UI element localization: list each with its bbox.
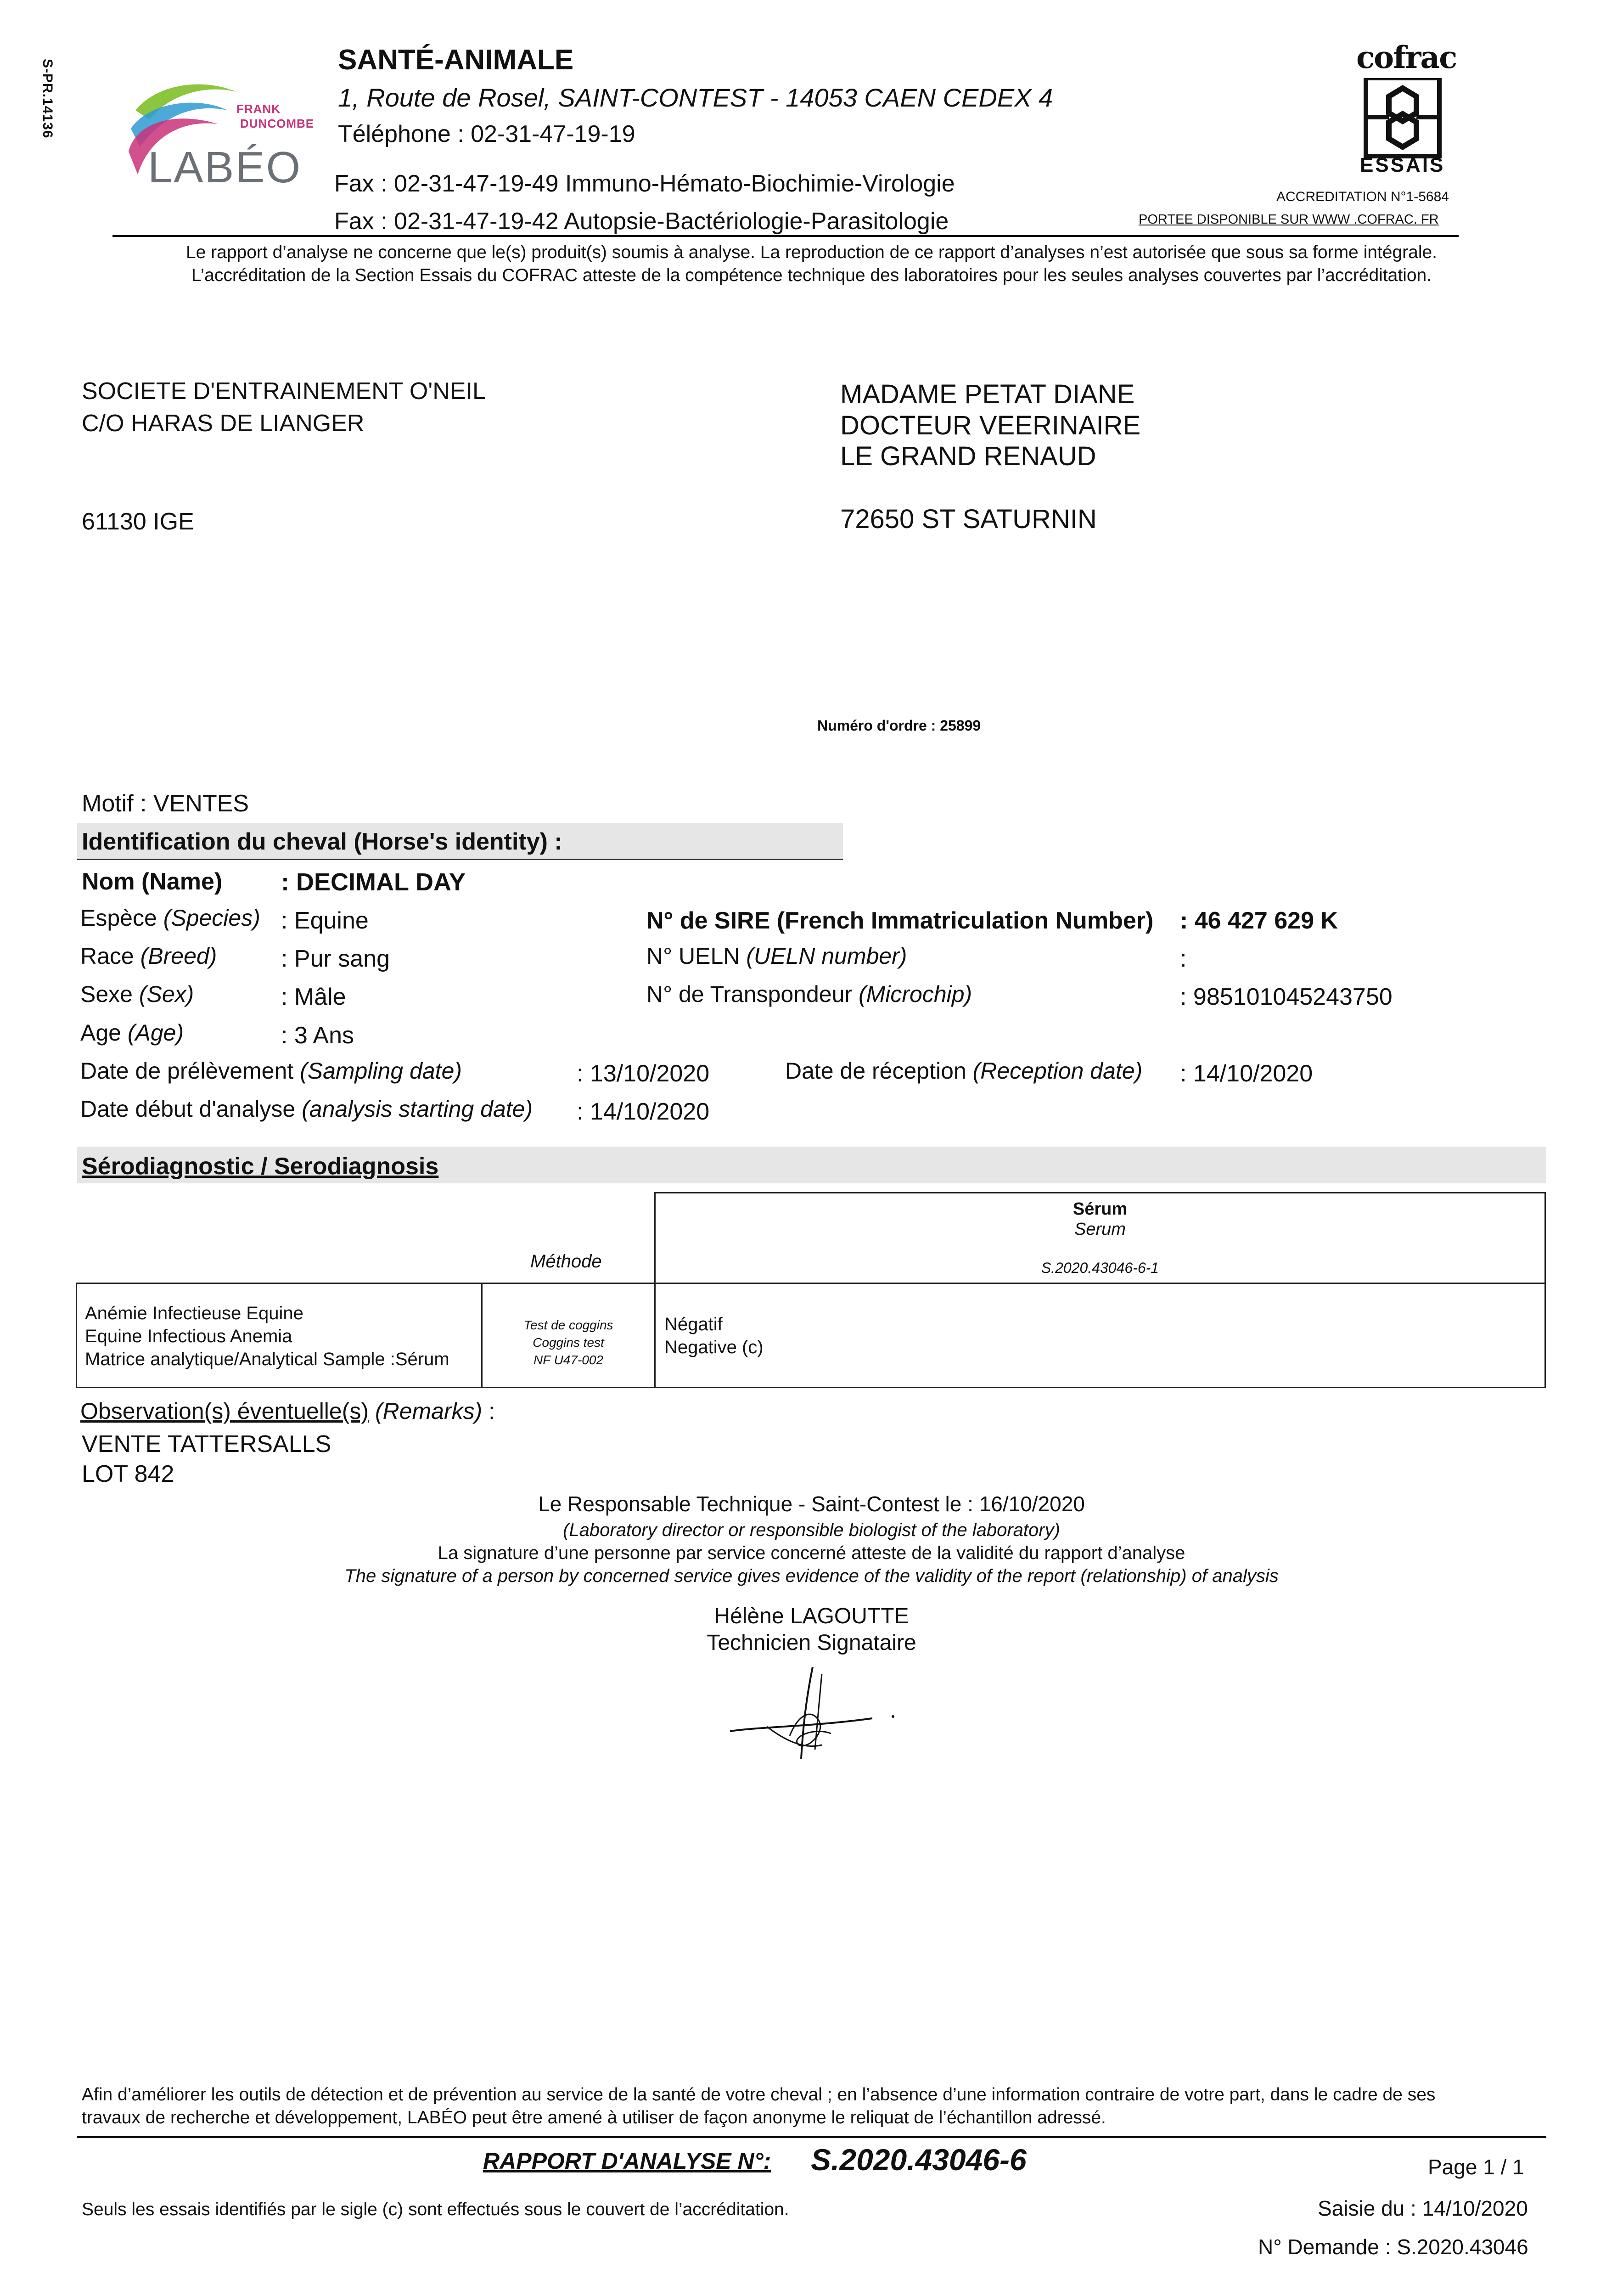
sender-line-1: SOCIETE D'ENTRAINEMENT O'NEIL xyxy=(82,378,486,405)
method-header: Méthode xyxy=(530,1251,602,1272)
species-label-fr: Espèce xyxy=(80,905,157,931)
ueln-value: : xyxy=(1180,945,1187,972)
order-number: Numéro d'ordre : 25899 xyxy=(817,717,981,734)
serum-header-title-en: Serum xyxy=(1074,1220,1126,1239)
ueln-label xyxy=(646,943,907,969)
org-address: 1, Route de Rosel, SAINT-CONTEST - 14053 CAEN CEDEX 4 xyxy=(338,83,1053,112)
cofrac-logo xyxy=(1350,41,1455,179)
species-label xyxy=(80,905,260,931)
motif: Motif : VENTES xyxy=(82,790,249,817)
recipient-line-4: 72650 ST SATURNIN xyxy=(840,504,1097,534)
sex-label xyxy=(80,981,194,1007)
labeo-logo xyxy=(122,78,328,197)
sender-line-3: 61130 IGE xyxy=(82,508,194,535)
sire-label: N° de SIRE (French Immatriculation Number) xyxy=(646,907,1154,934)
breed-label xyxy=(80,943,217,969)
remarks-label xyxy=(80,1398,495,1424)
sampling-date-value: : 13/10/2020 xyxy=(577,1060,710,1087)
accreditation-footer-note: Seuls les essais identifiés par le sigle (c) sont effectués sous le couvert de l’accréditation. xyxy=(82,2200,789,2219)
footer-notice-2: travaux de recherche et développement, LABÉO peut être amené à utiliser de façon anonyme le reliquat de l’échantillon adressé. xyxy=(82,2108,1106,2127)
serum-sample-id: S.2020.43046-6-1 xyxy=(1041,1260,1159,1276)
sampling-date-label xyxy=(80,1058,462,1084)
demande-number: N° Demande : S.2020.43046 xyxy=(1258,2235,1528,2259)
sender-line-2: C/O HARAS DE LIANGER xyxy=(82,410,365,437)
method-line-1: Test de coggins xyxy=(523,1318,613,1332)
org-fax-1: Fax : 02-31-47-19-49 Immuno-Hémato-Biochimie-Virologie xyxy=(334,170,955,197)
species-value: : Equine xyxy=(281,907,369,934)
sampling-date-label-en: (Sampling date) xyxy=(300,1058,462,1084)
logo-text-frank: FRANK xyxy=(236,102,281,116)
transponder-value: : 985101045243750 xyxy=(1180,984,1393,1010)
horse-name-value: : DECIMAL DAY xyxy=(281,868,466,896)
cofrac-logo-text: cofrac xyxy=(1356,39,1457,75)
responsible-line: Le Responsable Technique - Saint-Contest le : 16/10/2020 xyxy=(538,1492,1085,1516)
footer-notice-1: Afin d’améliorer les outils de détection et de prévention au service de la santé de votre cheval ; en l’absence d’une information contraire de votre part, dans le cadre de ses xyxy=(82,2085,1436,2105)
transponder-label-en: (Microchip) xyxy=(858,981,972,1007)
age-value: : 3 Ans xyxy=(281,1022,354,1049)
result-cell xyxy=(654,1283,1546,1388)
breed-label-fr: Race xyxy=(80,943,134,969)
header-notice-1: Le rapport d’analyse ne concerne que le(s) produit(s) soumis à analyse. La reproduction de ce rapport d’analyses n’est autorisée que sous sa forme intégrale. xyxy=(185,242,1438,262)
signature-validity-fr: La signature d’une personne par service concerné atteste de la validité du rapport d’analyse xyxy=(438,1543,1185,1563)
remarks-line-1: VENTE TATTERSALLS xyxy=(82,1431,331,1458)
sex-label-fr: Sexe xyxy=(80,981,133,1007)
analysis-start-label-en: (analysis starting date) xyxy=(302,1096,533,1122)
sex-value: : Mâle xyxy=(281,984,346,1010)
result-en: Negative (c) xyxy=(664,1337,764,1357)
report-number-label: RAPPORT D'ANALYSE N°: xyxy=(483,2148,771,2174)
recipient-line-2: DOCTEUR VEERINAIRE xyxy=(840,411,1141,440)
signer-role: Technicien Signataire xyxy=(707,1631,916,1655)
cofrac-hexagon-icon xyxy=(1357,78,1449,161)
reception-date-value: : 14/10/2020 xyxy=(1180,1060,1313,1087)
analysis-name-en: Equine Infectious Anemia xyxy=(85,1326,292,1346)
analysis-name-fr: Anémie Infectieuse Equine xyxy=(85,1303,303,1323)
signature-validity-en: The signature of a person by concerned service gives evidence of the validity of the report (relationship) of analysis xyxy=(344,1566,1279,1586)
identification-title: Identification du cheval (Horse's identity) : xyxy=(82,828,562,855)
transponder-label-fr: N° de Transpondeur xyxy=(646,981,853,1007)
org-phone: Téléphone : 02-31-47-19-19 xyxy=(338,121,635,147)
ueln-label-fr: N° UELN xyxy=(646,943,740,969)
reception-date-label xyxy=(785,1058,1142,1084)
sire-value: : 46 427 629 K xyxy=(1180,907,1338,934)
saisie-date: Saisie du : 14/10/2020 xyxy=(1318,2196,1528,2220)
species-label-en: (Species) xyxy=(163,905,260,931)
remarks-label-en: (Remarks) xyxy=(375,1398,483,1424)
signer-name: Hélène LAGOUTTE xyxy=(714,1604,909,1628)
logo-text-labeo: LABÉO xyxy=(148,143,302,192)
analysis-start-label-fr: Date début d'analyse xyxy=(80,1096,296,1122)
remarks-label-fr: Observation(s) éventuelle(s) xyxy=(80,1398,369,1424)
cofrac-essais-text: ESSAIS xyxy=(1360,154,1445,176)
header-divider xyxy=(112,235,1459,237)
logo-text-duncombe: DUNCOMBE xyxy=(240,117,314,130)
breed-label-en: (Breed) xyxy=(140,943,217,969)
reception-date-label-fr: Date de réception xyxy=(785,1058,966,1084)
page-number: Page 1 / 1 xyxy=(1428,2155,1524,2179)
identification-title-rule xyxy=(77,859,843,860)
accreditation-number: ACCREDITATION N°1-5684 xyxy=(1276,189,1449,204)
serum-header-title: Sérum xyxy=(1073,1199,1128,1219)
reception-date-label-en: (Reception date) xyxy=(972,1058,1143,1084)
breed-value: : Pur sang xyxy=(281,945,390,972)
remarks-line-2: LOT 842 xyxy=(82,1461,174,1487)
handwritten-signature xyxy=(721,1658,914,1768)
sampling-date-label-fr: Date de prélèvement xyxy=(80,1058,294,1084)
age-label-en: (Age) xyxy=(127,1020,184,1046)
cofrac-portee-link[interactable]: PORTEE DISPONIBLE SUR WWW .COFRAC. FR xyxy=(1139,212,1439,227)
method-line-3: NF U47-002 xyxy=(533,1353,603,1367)
transponder-label xyxy=(646,981,972,1007)
remarks-colon: : xyxy=(489,1398,495,1424)
footer-divider xyxy=(77,2136,1546,2138)
serodiagnosis-title: Sérodiagnostic / Serodiagnosis xyxy=(82,1153,439,1180)
report-number: S.2020.43046-6 xyxy=(811,2143,1027,2177)
analysis-matrix: Matrice analytique/Analytical Sample :Sérum xyxy=(85,1349,449,1369)
analysis-start-label xyxy=(80,1096,533,1122)
ueln-label-en: (UELN number) xyxy=(746,943,907,969)
method-line-2: Coggins test xyxy=(533,1335,604,1350)
horse-name-label: Nom (Name) xyxy=(82,868,223,895)
org-name: SANTÉ-ANIMALE xyxy=(338,44,574,76)
recipient-line-3: LE GRAND RENAUD xyxy=(840,441,1096,471)
recipient-line-1: MADAME PETAT DIANE xyxy=(840,379,1135,409)
analysis-start-value: : 14/10/2020 xyxy=(577,1098,710,1125)
responsible-line-en: (Laboratory director or responsible biologist of the laboratory) xyxy=(563,1520,1060,1540)
result-fr: Négatif xyxy=(664,1314,723,1334)
org-fax-2: Fax : 02-31-47-19-42 Autopsie-Bactériologie-Parasitologie xyxy=(334,208,949,235)
age-label xyxy=(80,1019,184,1046)
sex-label-en: (Sex) xyxy=(139,981,194,1007)
header-notice-2: L’accréditation de la Section Essais du COFRAC atteste de la compétence technique des laboratoires pour les seules analyses couvertes par l’accréditation. xyxy=(191,265,1432,285)
side-document-code: S-PR.14136 xyxy=(40,59,55,139)
age-label-fr: Age xyxy=(80,1020,121,1046)
